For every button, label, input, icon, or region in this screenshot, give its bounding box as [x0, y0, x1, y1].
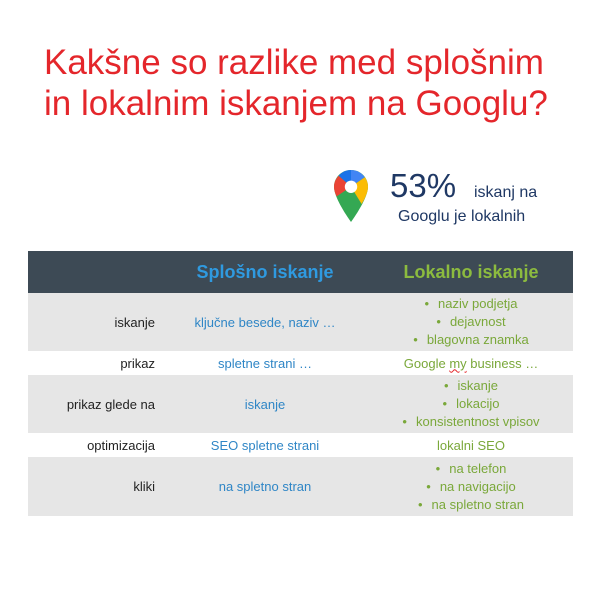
general-cell: iskanje — [244, 396, 286, 412]
row-label: iskanje — [114, 314, 155, 330]
table-row — [28, 433, 573, 457]
list-item: • konsistentnost vpisov — [369, 413, 573, 431]
google-maps-pin-icon — [334, 170, 368, 222]
header-general-search: Splošno iskanje — [196, 261, 334, 282]
general-cell: spletne strani … — [218, 355, 312, 371]
general-cell: na spletno stran — [218, 479, 312, 494]
list-item: • naziv podjetja — [369, 295, 573, 313]
stat-caption-line2: Googlu je lokalnih — [398, 208, 526, 225]
list-item: • lokacijo — [369, 395, 573, 413]
row-label: prikaz glede na — [66, 396, 155, 412]
list-item: • dejavnost — [369, 313, 573, 331]
row-label: optimizacija — [87, 437, 155, 453]
table-row — [28, 293, 573, 351]
header-empty — [28, 251, 161, 293]
stat-percent: 53% — [390, 167, 457, 204]
row-label: prikaz — [120, 355, 155, 371]
row-label: kliki — [133, 479, 155, 494]
table-row — [28, 457, 573, 516]
local-cell — [369, 457, 573, 516]
list-item: • na spletno stran — [369, 496, 573, 514]
list-item: • na telefon — [369, 460, 573, 478]
local-cell — [369, 375, 573, 433]
table-header-row — [28, 251, 573, 293]
slide-title: Kakšne so razlike med splošnim in lokalnim iskanjem na Googlu? — [44, 43, 548, 123]
local-search-stat — [334, 166, 584, 230]
local-cell: lokalni SEO — [437, 437, 505, 453]
stat-caption-line1: iskanj na — [474, 184, 538, 201]
table-row — [28, 351, 573, 375]
local-cell — [369, 351, 573, 375]
table-row — [28, 375, 573, 433]
list-item: • iskanje — [369, 377, 573, 395]
comparison-table — [28, 251, 573, 516]
general-cell: ključne besede, naziv … — [194, 314, 336, 330]
header-local-search: Lokalno iskanje — [403, 261, 539, 282]
list-item: • blagovna znamka — [369, 331, 573, 349]
general-cell: SEO spletne strani — [210, 437, 320, 453]
list-item: • na navigacijo — [369, 478, 573, 496]
local-cell — [369, 293, 573, 351]
local-text-pre: Google — [403, 355, 450, 371]
local-text-post: business … — [466, 355, 539, 371]
spellcheck-marked-word: my — [449, 355, 467, 371]
